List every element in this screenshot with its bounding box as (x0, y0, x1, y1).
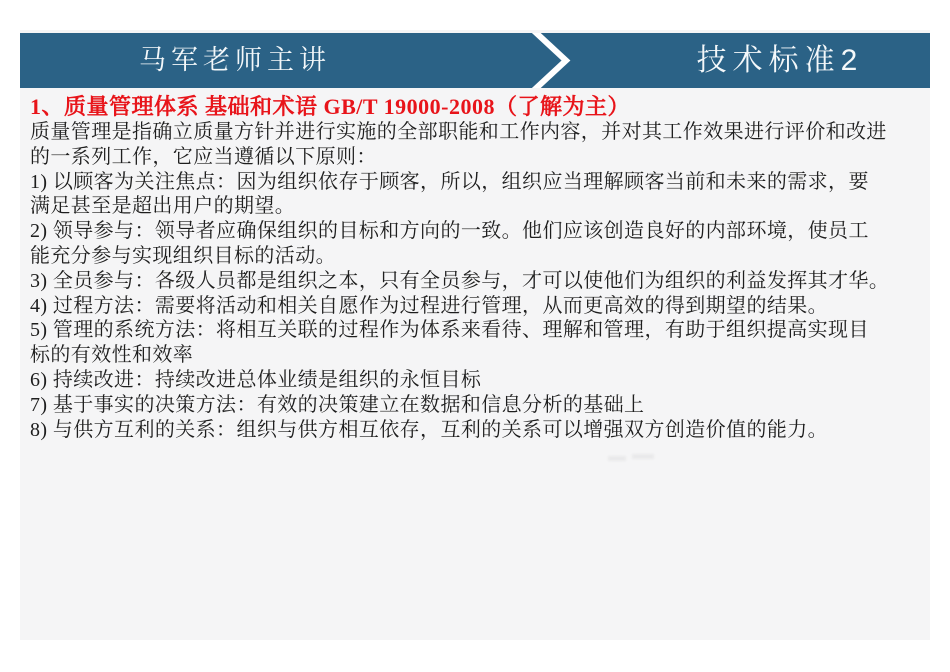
body-text-line: 1) 以顾客为关注焦点：因为组织依存于顾客，所以，组织应当理解顾客当前和未来的需求，要 (30, 170, 869, 193)
slide-title: 1、质量管理体系 基础和术语 GB/T 19000-2008（了解为主） (30, 94, 631, 119)
body-text-line: 8) 与供方互利的关系：组织与供方相互依存，互利的关系可以增强双方创造价值的能力。 (30, 418, 829, 441)
faint-watermark-mark (632, 454, 654, 459)
faint-watermark-mark (608, 456, 626, 461)
body-text-line: 能充分参与实现组织目标的活动。 (30, 244, 336, 267)
body-text-line: 满足甚至是超出用户的期望。 (30, 195, 296, 218)
slide-body (30, 120, 924, 442)
header-presenter-label: 马军老师主讲 (139, 45, 331, 75)
header-topic-label: 技术标准2 (696, 44, 864, 77)
presentation-slide (20, 30, 930, 640)
body-text-line: 4) 过程方法：需要将活动和相关自愿作为过程进行管理，从而更高效的得到期望的结果。 (30, 294, 829, 317)
body-text-line: 3) 全员参与：各级人员都是组织之本，只有全员参与，才可以使他们为组织的利益发挥其才华。 (30, 269, 890, 292)
body-text-line: 标的有效性和效率 (30, 344, 194, 367)
slide-header-bar (20, 33, 930, 88)
body-text-line: 5) 管理的系统方法：将相互关联的过程作为体系来看待、理解和管理，有助于组织提高实现目 (30, 319, 869, 342)
body-text-line: 6) 持续改进：持续改进总体业绩是组织的永恒目标 (30, 368, 482, 391)
body-text-line: 7) 基于事实的决策方法：有效的决策建立在数据和信息分析的基础上 (30, 393, 645, 416)
body-text-line: 2) 领导参与：领导者应确保组织的目标和方向的一致。他们应该创造良好的内部环境，使员工 (30, 220, 869, 243)
body-text-line: 质量管理是指确立质量方针并进行实施的全部职能和工作内容，并对其工作效果进行评价和改进 (30, 121, 887, 143)
body-text-line: 的一系列工作，它应当遵循以下原则： (30, 145, 377, 168)
faint-watermark (608, 452, 668, 466)
